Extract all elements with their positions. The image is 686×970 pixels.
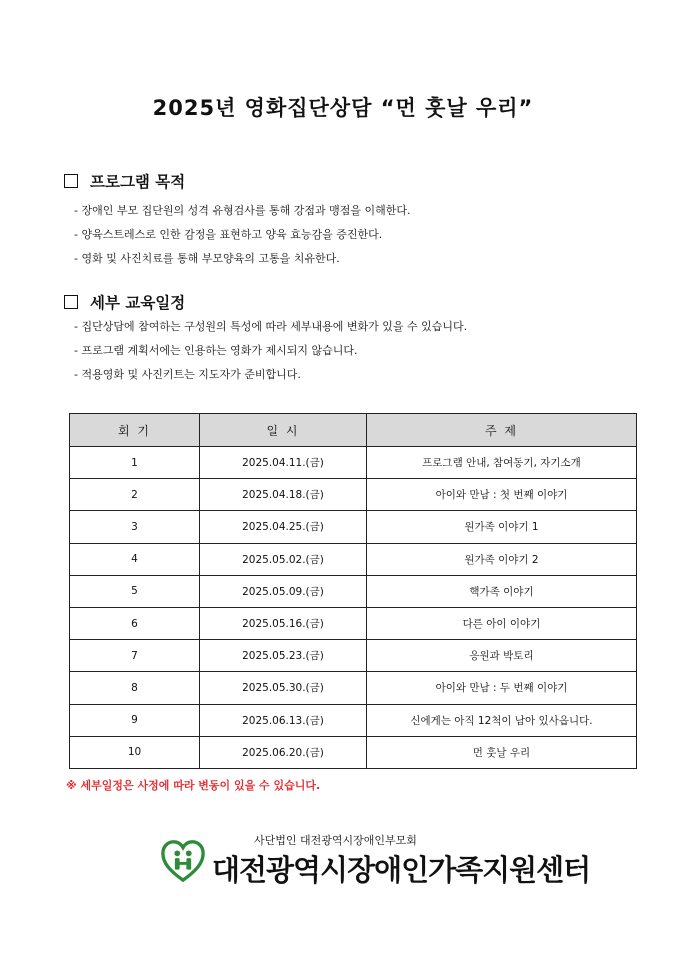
org-text (212, 832, 590, 889)
cell-session: 4 (70, 543, 200, 575)
schedule-change-notice: ※ 세부일정은 사정에 따라 변동이 있을 수 있습니다. (66, 779, 321, 792)
list-item: - 장애인 부모 집단원의 성격 유형검사를 통해 강점과 맹점을 이해한다. (74, 204, 411, 217)
cell-topic: 먼 훗날 우리 (367, 736, 637, 768)
table-row (70, 736, 637, 768)
parent-org-label: 사단법인 대전광역시장애인부모회 (254, 834, 417, 847)
cell-topic: 원가족 이야기 2 (367, 543, 637, 575)
cell-topic: 아이와 만남 : 두 번째 이야기 (367, 672, 637, 704)
table-row (70, 640, 637, 672)
cell-date: 2025.05.30.(금) (200, 672, 367, 704)
table-row (70, 575, 637, 607)
org-name: 대전광역시장애인가족지원센터 (212, 853, 591, 887)
header-session: 회 기 (70, 414, 200, 447)
cell-session: 10 (70, 736, 200, 768)
cell-session: 2 (70, 479, 200, 511)
cell-date: 2025.04.25.(금) (200, 511, 367, 543)
cell-date: 2025.06.20.(금) (200, 736, 367, 768)
purpose-heading-text: 프로그램 목적 (90, 173, 186, 191)
checkbox-square-icon (64, 174, 78, 188)
list-item: - 집단상담에 참여하는 구성원의 특성에 따라 세부내용에 변화가 있을 수 있습니다. (74, 320, 468, 333)
cell-topic: 프로그램 안내, 참여동기, 자기소개 (367, 447, 637, 479)
table-row (70, 704, 637, 736)
footer-logo (160, 832, 590, 889)
cell-topic: 다른 아이 이야기 (367, 607, 637, 639)
cell-date: 2025.05.02.(금) (200, 543, 367, 575)
schedule-heading-text: 세부 교육일정 (90, 294, 186, 312)
table-row (70, 511, 637, 543)
list-item: - 프로그램 계획서에는 인용하는 영화가 제시되지 않습니다. (74, 344, 358, 357)
cell-date: 2025.05.09.(금) (200, 575, 367, 607)
list-item: - 영화 및 사진치료를 통해 부모양육의 고통을 치유한다. (74, 252, 340, 265)
table-header-row (70, 414, 637, 447)
schedule-table (69, 413, 637, 769)
cell-session: 7 (70, 640, 200, 672)
table-row (70, 607, 637, 639)
cell-topic: 응원과 박토리 (367, 640, 637, 672)
cell-session: 3 (70, 511, 200, 543)
cell-date: 2025.05.16.(금) (200, 607, 367, 639)
cell-date: 2025.06.13.(금) (200, 704, 367, 736)
cell-date: 2025.05.23.(금) (200, 640, 367, 672)
list-item: - 양육스트레스로 인한 감정을 표현하고 양육 효능감을 증진한다. (74, 228, 383, 241)
cell-session: 8 (70, 672, 200, 704)
header-date: 일 시 (200, 414, 367, 447)
cell-session: 6 (70, 607, 200, 639)
cell-date: 2025.04.11.(금) (200, 447, 367, 479)
heart-family-logo-icon (160, 838, 206, 884)
schedule-heading (64, 291, 185, 313)
cell-session: 5 (70, 575, 200, 607)
cell-topic: 신에게는 아직 12척이 남아 있사옵니다. (367, 704, 637, 736)
list-item: - 적용영화 및 사진키트는 지도자가 준비합니다. (74, 368, 301, 381)
cell-session: 1 (70, 447, 200, 479)
header-topic: 주 제 (367, 414, 637, 447)
checkbox-square-icon (64, 295, 78, 309)
cell-date: 2025.04.18.(금) (200, 479, 367, 511)
purpose-list (74, 199, 410, 271)
table-row (70, 672, 637, 704)
table-row (70, 447, 637, 479)
cell-session: 9 (70, 704, 200, 736)
table-row (70, 479, 637, 511)
schedule-notes-list (74, 315, 467, 387)
page-title: 2025년 영화집단상담 “먼 훗날 우리” (152, 96, 534, 120)
table-row (70, 543, 637, 575)
cell-topic: 핵가족 이야기 (367, 575, 637, 607)
cell-topic: 원가족 이야기 1 (367, 511, 637, 543)
purpose-heading (64, 170, 185, 192)
cell-topic: 아이와 만남 : 첫 번째 이야기 (367, 479, 637, 511)
